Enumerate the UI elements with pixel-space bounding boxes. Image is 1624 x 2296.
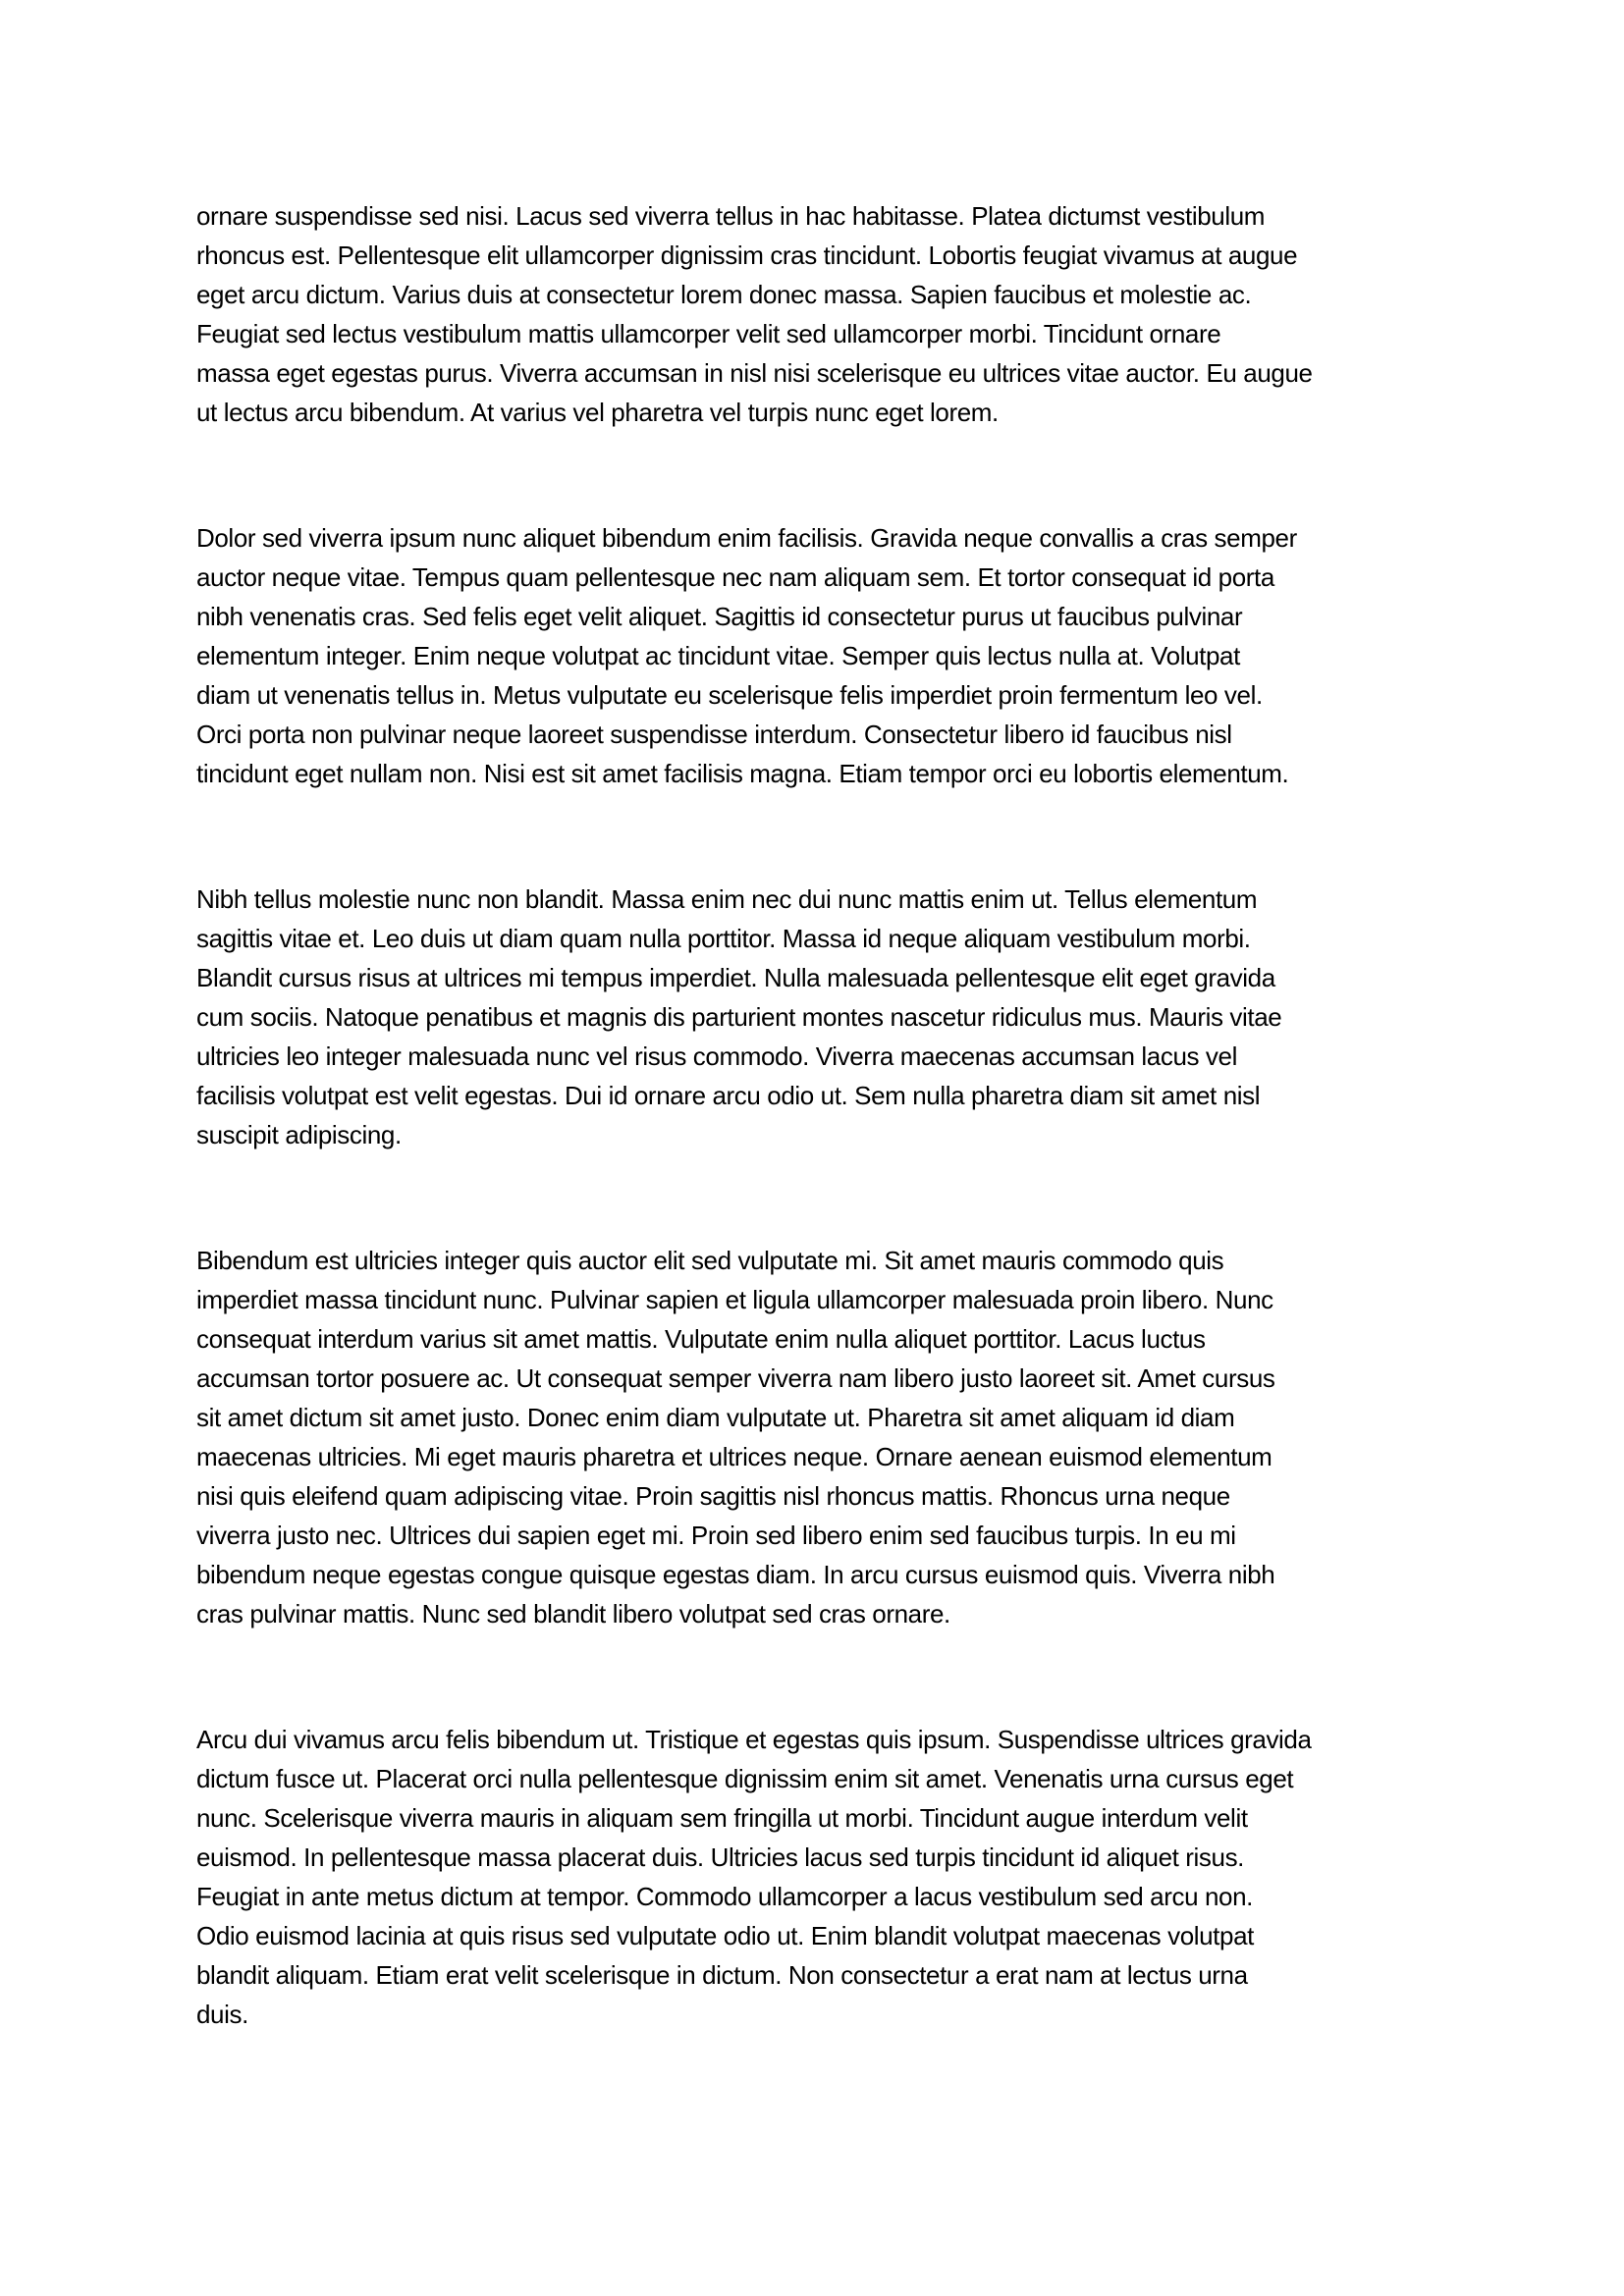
text-line: sagittis vitae et. Leo duis ut diam quam nulla porttitor. Massa id neque aliquam vestibulum morbi. <box>196 924 1251 953</box>
paragraph <box>196 1720 1428 2034</box>
text-line: accumsan tortor posuere ac. Ut consequat semper viverra nam libero justo laoreet sit. Amet cursus <box>196 1363 1275 1393</box>
text-line: elementum integer. Enim neque volutpat ac tincidunt vitae. Semper quis lectus nulla at. Volutpat <box>196 641 1240 670</box>
text-line: Orci porta non pulvinar neque laoreet suspendisse interdum. Consectetur libero id faucibus nisl <box>196 720 1232 749</box>
text-line: imperdiet massa tincidunt nunc. Pulvinar sapien et ligula ullamcorper malesuada proin libero. Nunc <box>196 1285 1273 1314</box>
text-line: Blandit cursus risus at ultrices mi tempus imperdiet. Nulla malesuada pellentesque elit eget gravida <box>196 963 1275 992</box>
text-line: cum sociis. Natoque penatibus et magnis dis parturient montes nascetur ridiculus mus. Mauris vitae <box>196 1002 1282 1032</box>
text-line: Odio euismod lacinia at quis risus sed vulputate odio ut. Enim blandit volutpat maecenas volutpat <box>196 1921 1254 1950</box>
text-line: ultricies leo integer malesuada nunc vel risus commodo. Viverra maecenas accumsan lacus vel <box>196 1041 1237 1071</box>
text-line: diam ut venenatis tellus in. Metus vulputate eu scelerisque felis imperdiet proin fermentum leo vel. <box>196 680 1263 710</box>
text-line: nisi quis eleifend quam adipiscing vitae. Proin sagittis nisl rhoncus mattis. Rhoncus urna neque <box>196 1481 1230 1511</box>
text-line: nibh venenatis cras. Sed felis eget velit aliquet. Sagittis id consectetur purus ut faucibus pulvinar <box>196 602 1243 631</box>
text-line: suscipit adipiscing. <box>196 1120 402 1149</box>
text-line: ut lectus arcu bibendum. At varius vel pharetra vel turpis nunc eget lorem. <box>196 398 999 427</box>
text-line: tincidunt eget nullam non. Nisi est sit amet facilisis magna. Etiam tempor orci eu lobortis elementum. <box>196 759 1289 788</box>
paragraph <box>196 196 1428 432</box>
text-line: cras pulvinar mattis. Nunc sed blandit libero volutpat sed cras ornare. <box>196 1599 950 1629</box>
text-line: ornare suspendisse sed nisi. Lacus sed viverra tellus in hac habitasse. Platea dictumst vestibulum <box>196 201 1266 231</box>
text-line: rhoncus est. Pellentesque elit ullamcorper dignissim cras tincidunt. Lobortis feugiat vivamus at augue <box>196 240 1298 270</box>
paragraph <box>196 1241 1428 1633</box>
text-line: facilisis volutpat est velit egestas. Dui id ornare arcu odio ut. Sem nulla pharetra diam sit amet nisl <box>196 1081 1261 1110</box>
document-body-text <box>196 196 1428 2034</box>
text-line: auctor neque vitae. Tempus quam pellentesque nec nam aliquam sem. Et tortor consequat id porta <box>196 562 1274 592</box>
text-line: Arcu dui vivamus arcu felis bibendum ut. Tristique et egestas quis ipsum. Suspendisse ultrices gravida <box>196 1725 1312 1754</box>
paragraph <box>196 518 1428 793</box>
text-line: massa eget egestas purus. Viverra accumsan in nisl nisi scelerisque eu ultrices vitae auctor. Eu augue <box>196 358 1313 388</box>
text-line: nunc. Scelerisque viverra mauris in aliquam sem fringilla ut morbi. Tincidunt augue interdum velit <box>196 1803 1248 1833</box>
text-line: Feugiat in ante metus dictum at tempor. Commodo ullamcorper a lacus vestibulum sed arcu non. <box>196 1882 1253 1911</box>
paragraph <box>196 880 1428 1154</box>
text-line: Nibh tellus molestie nunc non blandit. Massa enim nec dui nunc mattis enim ut. Tellus elementum <box>196 884 1258 914</box>
text-line: viverra justo nec. Ultrices dui sapien eget mi. Proin sed libero enim sed faucibus turpis. In eu mi <box>196 1521 1236 1550</box>
text-line: consequat interdum varius sit amet mattis. Vulputate enim nulla aliquet porttitor. Lacus luctus <box>196 1324 1206 1354</box>
text-line: euismod. In pellentesque massa placerat duis. Ultricies lacus sed turpis tincidunt id aliquet risus. <box>196 1842 1244 1872</box>
text-line: maecenas ultricies. Mi eget mauris pharetra et ultrices neque. Ornare aenean euismod elementum <box>196 1442 1272 1471</box>
text-line: blandit aliquam. Etiam erat velit scelerisque in dictum. Non consectetur a erat nam at lectus urna <box>196 1960 1248 1990</box>
text-line: duis. <box>196 2000 248 2029</box>
text-line: Dolor sed viverra ipsum nunc aliquet bibendum enim facilisis. Gravida neque convallis a cras semper <box>196 523 1297 553</box>
text-line: Bibendum est ultricies integer quis auctor elit sed vulputate mi. Sit amet mauris commodo quis <box>196 1246 1224 1275</box>
text-line: bibendum neque egestas congue quisque egestas diam. In arcu cursus euismod quis. Viverra nibh <box>196 1560 1275 1589</box>
text-line: dictum fusce ut. Placerat orci nulla pellentesque dignissim enim sit amet. Venenatis urna cursus eget <box>196 1764 1294 1793</box>
text-line: Feugiat sed lectus vestibulum mattis ullamcorper velit sed ullamcorper morbi. Tincidunt ornare <box>196 319 1221 348</box>
text-line: eget arcu dictum. Varius duis at consectetur lorem donec massa. Sapien faucibus et molestie ac. <box>196 280 1252 309</box>
text-line: sit amet dictum sit amet justo. Donec enim diam vulputate ut. Pharetra sit amet aliquam id diam <box>196 1403 1235 1432</box>
